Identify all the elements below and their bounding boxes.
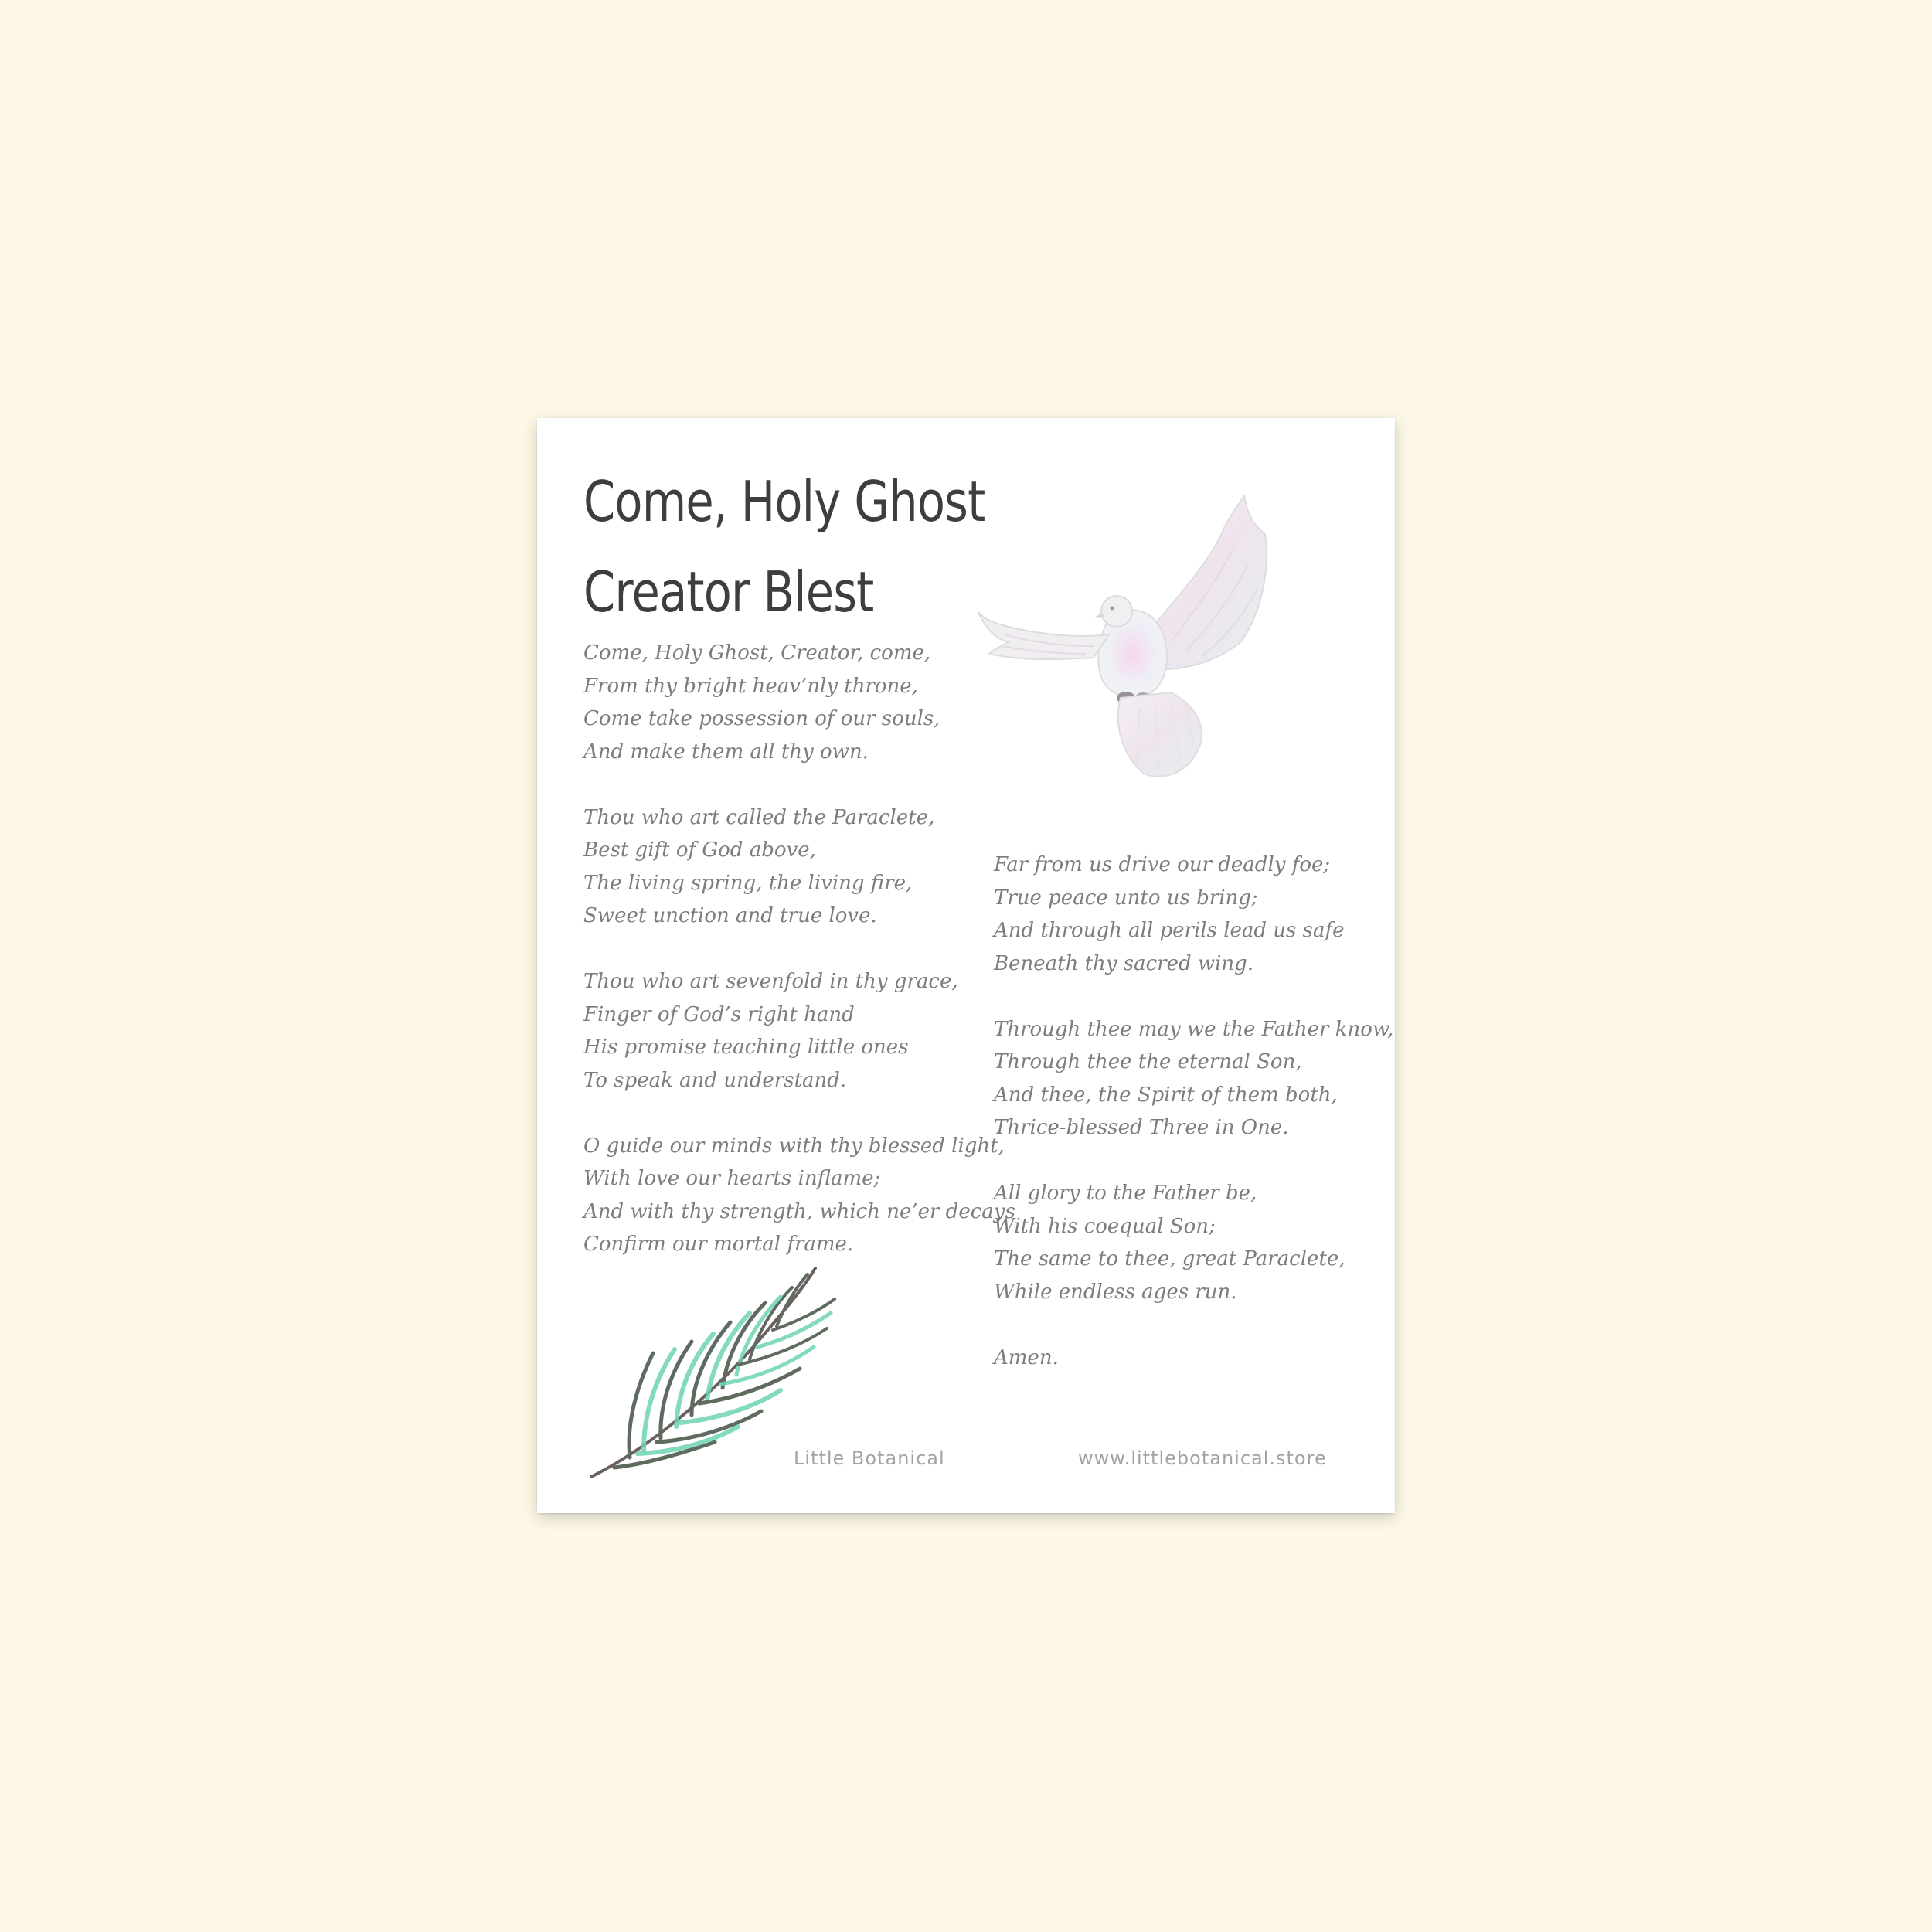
dove-icon bbox=[978, 495, 1318, 781]
footer-brand: Little Botanical bbox=[794, 1447, 945, 1469]
poem-line: His promise teaching little ones bbox=[583, 1036, 909, 1059]
title-line-1: Come, Holy Ghost bbox=[583, 469, 985, 534]
poem-line: Sweet unction and true love. bbox=[583, 904, 877, 927]
poem-line: Finger of God’s right hand bbox=[583, 1002, 855, 1026]
poem-line: The living spring, the living fire, bbox=[583, 871, 913, 895]
poem-line: All glory to the Father be, bbox=[994, 1182, 1257, 1205]
poem-line: True peace unto us bring; bbox=[994, 886, 1258, 910]
amen-line: Amen. bbox=[994, 1345, 1059, 1369]
poem-right-column bbox=[994, 849, 1396, 1407]
poem-line: Beneath thy sacred wing. bbox=[994, 951, 1254, 975]
poem-line: The same to thee, great Paraclete, bbox=[994, 1247, 1345, 1270]
stanza bbox=[583, 965, 1016, 1097]
stanza bbox=[994, 849, 1396, 980]
poem-line: With his coequal Son; bbox=[994, 1214, 1216, 1238]
poem-line: Through thee may we the Father know, bbox=[994, 1017, 1394, 1041]
poem-line: Come take possession of our souls, bbox=[583, 707, 940, 730]
stanza bbox=[583, 637, 1016, 768]
prayer-card bbox=[537, 418, 1395, 1513]
poem-line: And with thy strength, which ne’er decays bbox=[583, 1199, 1015, 1223]
poem-line: Far from us drive our deadly foe; bbox=[994, 853, 1331, 876]
poem-line: Best gift of God above, bbox=[583, 838, 816, 862]
poem-line: Confirm our mortal frame. bbox=[583, 1233, 854, 1256]
poem-line: Thrice-blessed Three in One. bbox=[994, 1116, 1289, 1139]
stanza-amen bbox=[994, 1342, 1396, 1375]
footer-url: www.littlebotanical.store bbox=[1078, 1447, 1327, 1469]
poem-line: Come, Holy Ghost, Creator, come, bbox=[583, 641, 931, 665]
poem-left-column bbox=[583, 637, 1016, 1294]
poem-line: Thou who art called the Paraclete, bbox=[583, 805, 935, 829]
poem-line: From thy bright heav’nly throne, bbox=[583, 674, 918, 698]
poem-line: O guide our minds with thy blessed light, bbox=[583, 1134, 1005, 1158]
stanza bbox=[994, 1013, 1396, 1145]
poem-line: With love our hearts inflame; bbox=[583, 1167, 881, 1190]
stanza bbox=[583, 801, 1016, 933]
title-line-2: Creator Blest bbox=[583, 560, 874, 624]
poem-line: While endless ages run. bbox=[994, 1280, 1237, 1304]
stanza bbox=[994, 1177, 1396, 1308]
poem-line: And through all perils lead us safe bbox=[994, 919, 1345, 942]
poem-line: And make them all thy own. bbox=[583, 740, 869, 764]
poem-line: Thou who art sevenfold in thy grace, bbox=[583, 970, 958, 993]
stanza bbox=[583, 1130, 1016, 1261]
poem-line: And thee, the Spirit of them both, bbox=[994, 1083, 1338, 1107]
page-title bbox=[583, 457, 985, 638]
poem-line: Through thee the eternal Son, bbox=[994, 1050, 1302, 1073]
poem-line: To speak and understand. bbox=[583, 1068, 847, 1092]
